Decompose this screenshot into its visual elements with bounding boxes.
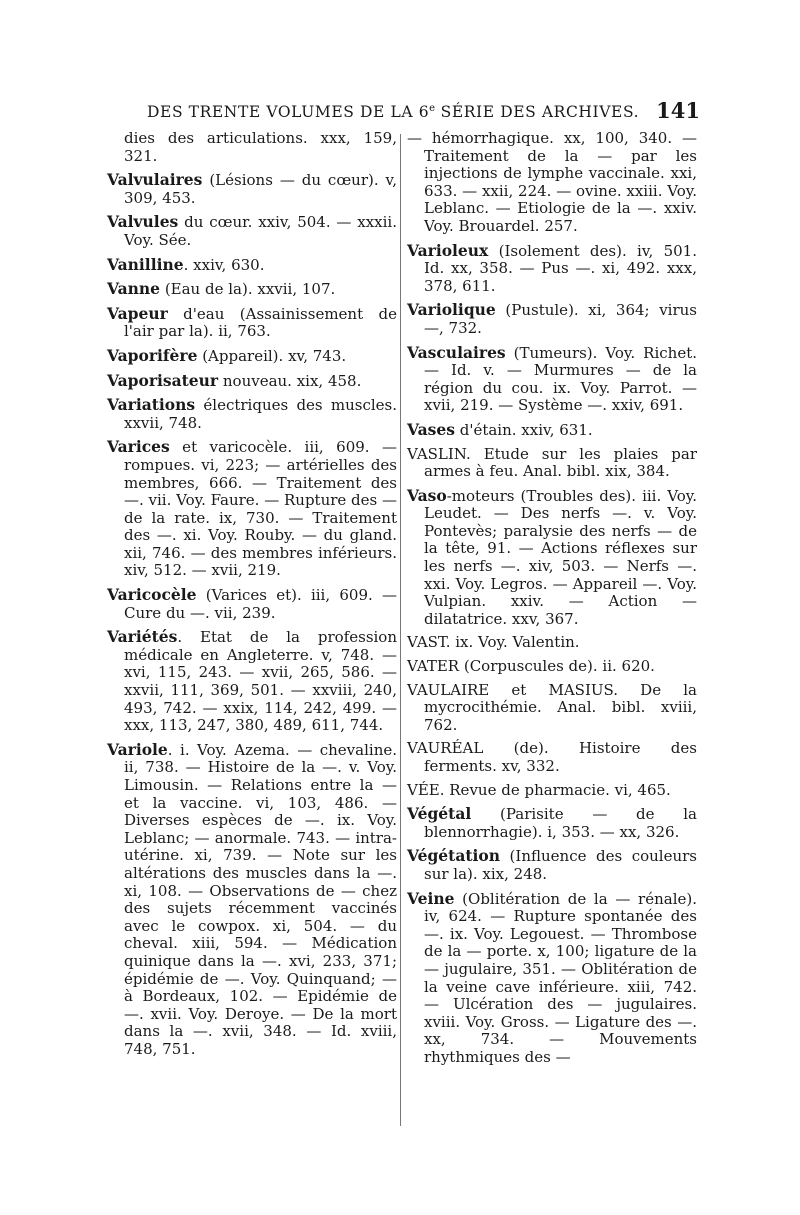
index-entry [107, 256, 397, 275]
index-entry [407, 847, 697, 883]
entry-text: — hémorrhagique. xx, 100, 340. — Traitement de la — par les injections de lymphe vaccinale. xxi, 633. — xxii, 224. — ovine. xxiii. Voy. Leblanc. — Etiologie de la —. xxiv. Voy. Brouardel. 257. [407, 129, 697, 235]
entry-headword: Vaporisateur [107, 370, 219, 390]
entry-text: d'eau (Assainissement de l'air par la). ii, 763. [124, 304, 397, 341]
page-number: 141 [656, 98, 700, 123]
index-entry [107, 171, 397, 207]
entry-headword: Veine [407, 888, 455, 908]
index-entry [107, 372, 397, 391]
index-entry [407, 242, 697, 296]
entry-headword: Variole [107, 739, 168, 759]
entry-text: du cœur. xxiv, 504. — xxxii. Voy. Sée. [124, 213, 397, 249]
index-entry [407, 634, 697, 652]
index-entry [107, 213, 397, 249]
entry-headword: Vapeur [107, 303, 168, 323]
running-title: DES TRENTE VOLUMES DE LA 6e SÉRIE DES ARCHIVES. [147, 103, 640, 122]
entry-text: VASLIN. Etude sur les plaies par armes à feu. Anal. bibl. xix, 384. [407, 444, 697, 481]
entry-text: (Tumeurs). Voy. Richet. — Id. v. — Murmures — de la région du cou. ix. Voy. Parrot. — xvii, 219. — Système —. xxiv, 691. [424, 343, 697, 415]
index-entry [107, 305, 397, 341]
entry-text: (Varices et). iii, 609. — Cure du —. vii, 239. [124, 586, 397, 622]
column-divider [400, 134, 401, 1126]
entry-headword: Végétal [407, 804, 472, 824]
index-entry [107, 130, 397, 165]
index-entry [407, 301, 697, 337]
entry-headword: Vases [407, 419, 455, 439]
index-entry [407, 890, 697, 1067]
entry-headword: Varicocèle [107, 585, 197, 605]
index-entry [107, 396, 397, 432]
index-entry [407, 344, 697, 415]
index-entry [107, 438, 397, 580]
index-entry [407, 682, 697, 735]
entry-headword: Végétation [407, 846, 501, 866]
entry-headword: Variétés [107, 627, 178, 647]
index-entry [407, 446, 697, 481]
index-entry [407, 805, 697, 841]
index-entry [407, 658, 697, 676]
right-column [407, 130, 697, 1073]
entry-text: (Oblitération de la — rénale). iv, 624. — Rupture spontanée des —. ix. Voy. Legouest. — Thrombose de la — porte. x, 100; ligature de la — jugulaire, 351. — Oblitération de la veine cave inférieure. xiii, 742. — Ulcération des — jugulaires. xviii. Voy. Gross. — Ligature des —. xx, 734. — Mouvements rhythmiques des — [424, 889, 697, 1066]
entry-text: . xxiv, 630. [183, 255, 265, 274]
index-entry [107, 280, 397, 299]
entry-text: VATER (Corpuscules de). ii. 620. [407, 657, 655, 676]
running-head [105, 98, 700, 128]
entry-text: VAST. ix. Voy. Valentin. [407, 633, 580, 652]
index-entry [407, 421, 697, 440]
index-entry [107, 741, 397, 1059]
entry-headword: Vaso [407, 485, 447, 505]
entry-headword: Varices [107, 437, 170, 457]
index-entry [107, 586, 397, 622]
entry-headword: Valvules [107, 212, 179, 232]
entry-text: (Isolement des). iv, 501. Id. xx, 358. — Pus —. xi, 492. xxx, 378, 611. [424, 241, 697, 295]
entry-headword: Varioleux [407, 240, 489, 260]
index-entry [107, 347, 397, 366]
entry-headword: Variations [107, 395, 196, 415]
entry-text: (Influence des couleurs sur la). xix, 248. [424, 847, 697, 883]
entry-text: VAURÉAL (de). Histoire des ferments. xv, 332. [407, 739, 697, 775]
index-entry [407, 740, 697, 775]
index-entry [407, 487, 697, 629]
index-entry [407, 130, 697, 236]
entry-text: (Pustule). xi, 364; virus —, 732. [424, 301, 697, 337]
entry-text: (Lésions — du cœur). v, 309, 453. [124, 171, 397, 207]
entry-text: . Etat de la profession médicale en Angleterre. v, 748. — xvi, 115, 243. — xvii, 265, 586. — xxvii, 111, 369, 501. — xxviii, 240, 493, 742. — xxix, 114, 242, 499. — xxx, 113, 247, 380, 489, 611, 744. [124, 628, 397, 735]
entry-headword: Vasculaires [407, 342, 506, 362]
entry-headword: Valvulaires [107, 170, 203, 190]
entry-text: dies des articulations. xxx, 159, 321. [124, 129, 397, 165]
entry-headword: Vanilline [107, 254, 184, 274]
entry-text: (Parisite — de la blennorrhagie). i, 353. — xx, 326. [424, 805, 697, 841]
index-entry [407, 782, 697, 800]
entry-headword: Variolique [407, 300, 496, 320]
left-column [107, 130, 397, 1065]
index-entry [107, 628, 397, 735]
entry-text: et varicocèle. iii, 609. — rompues. vi, 223; — artérielles des membres, 666. — Traitement des —. vii. Voy. Faure. — Rupture des — de la rate. ix, 730. — Traitement des —. xi. Voy. Rouby. — du gland. xii, 746. — des membres inférieurs. xiv, 512. — xvii, 219. [124, 438, 397, 580]
running-title-superscript: e [429, 103, 436, 114]
entry-text: -moteurs (Troubles des). iii. Voy. Leudet. — Des nerfs —. v. Voy. Pontevès; paralysie des nerfs — de la tête, 91. — Actions réflexes sur les nerfs —. xiv, 503. — Nerfs —. xxi. Voy. Legros. — Appareil —. Voy. Vulpian. xxiv. — Action — dilatatrice. xxv, 367. [424, 486, 697, 628]
entry-text: d'étain. xxiv, 631. [454, 420, 593, 439]
entry-text: (Appareil). xv, 743. [197, 346, 347, 365]
entry-text: nouveau. xix, 458. [218, 371, 362, 390]
entry-text: VAULAIRE et MASIUS. De la mycrocithémie. Anal. bibl. xviii, 762. [407, 680, 697, 734]
entry-headword: Vaporifère [107, 345, 198, 365]
entry-text: VÉE. Revue de pharmacie. vi, 465. [407, 780, 671, 799]
entry-headword: Vanne [107, 279, 161, 299]
entry-text: . i. Voy. Azema. — chevaline. ii, 738. — Histoire de la —. v. Voy. Limousin. — Relations entre la — et la vaccine. vi, 103, 486. — Diverses espèces de —. ix. Voy. Leblanc; — anormale. 743. — intra-utérine. xi, 739. — Note sur les altérations des muscles dans la —. xi, 108. — Observations de — chez des sujets récemment vaccinés avec le cowpox. xi, 504. — du cheval. xiii, 594. — Médication quinique dans la —. xvi, 233, 371; épidémie de —. Voy. Quinquand; — à Bordeaux, 102. — Epidémie de —. xvii. Voy. Deroye. — De la mort dans la —. xvii, 348. — Id. xviii, 748, 751. [124, 740, 397, 1058]
entry-text: électriques des muscles. xxvii, 748. [124, 396, 397, 432]
entry-text: (Eau de la). xxvii, 107. [160, 280, 336, 299]
